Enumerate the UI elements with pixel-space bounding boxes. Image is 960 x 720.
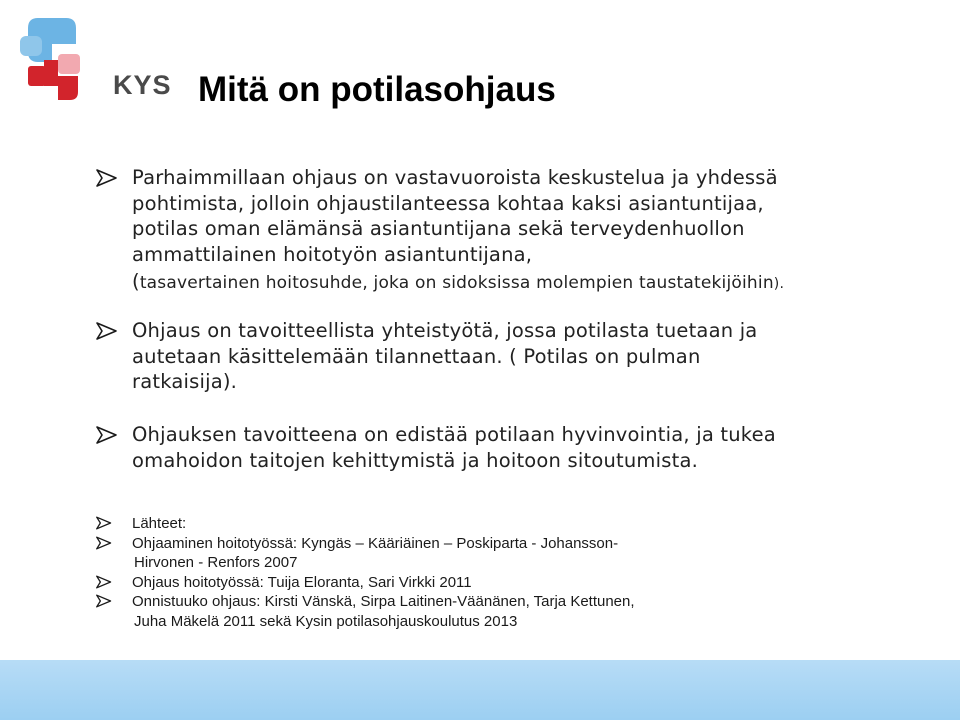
- paren-open: (: [132, 270, 140, 293]
- bullet-1-line-5: [132, 269, 856, 298]
- source-text: Ohjaus hoitotyössä: Tuija Eloranta, Sari Virkki 2011: [132, 573, 472, 591]
- source-text: Juha Mäkelä 2011 sekä Kysin potilasohjauskoulutus 2013: [134, 612, 518, 630]
- source-row: [96, 573, 896, 593]
- bullet-1-line-1: Parhaimmillaan ohjaus on vastavuoroista keskustelua ja yhdessä: [132, 166, 778, 189]
- source-text: Hirvonen - Renfors 2007: [134, 554, 298, 571]
- arrow-bullet-icon: [96, 594, 114, 609]
- source-row: [96, 592, 896, 612]
- footer-bar: [0, 660, 960, 720]
- arrow-bullet-icon: [96, 322, 122, 342]
- bullet-text-2: [132, 318, 856, 395]
- arrow-bullet-icon: [96, 169, 122, 189]
- bullet-1-parenthetical: tasavertainen hoitosuhde, joka on sidoksissa molempien taustatekijöihin: [139, 273, 774, 293]
- bullet-2-line-3: ratkaisija).: [132, 370, 238, 393]
- source-row-continued: [96, 553, 896, 573]
- bullet-2-line-2: autetaan käsittelemään tilannettaan. ( Potilas on pulman: [132, 344, 701, 368]
- bullet-2-line-1: Ohjaus on tavoitteellista yhteistyötä, jossa potilasta tuetaan ja: [132, 319, 758, 342]
- arrow-bullet-icon: [96, 516, 114, 531]
- bullet-text-1: [132, 165, 856, 298]
- source-text: Ohjaaminen hoitotyössä: Kyngäs – Kääriäinen – Poskiparta - Johansson-: [132, 534, 619, 552]
- source-row: [96, 514, 896, 534]
- bullet-item-1: [96, 165, 856, 298]
- sources-list: [96, 514, 896, 631]
- bullet-1-line-4: ammattilainen hoitotyön asiantuntijana,: [132, 242, 533, 266]
- arrow-bullet-icon: [96, 426, 122, 446]
- slide-title: Mitä on potilasohjaus: [198, 70, 556, 109]
- bullet-3-line-1: Ohjauksen tavoitteena on edistää potilaan hyvinvointia, ja tukea: [132, 423, 776, 446]
- bullet-item-3: [96, 422, 856, 473]
- bullet-item-2: [96, 318, 856, 395]
- bullet-3-line-2: omahoidon taitojen kehittymistä ja hoitoon sitoutumista.: [132, 448, 698, 472]
- paren-close: ).: [773, 276, 785, 292]
- arrow-bullet-icon: [96, 575, 114, 590]
- sources-heading: Lähteet:: [132, 515, 187, 532]
- bullet-text-3: [132, 422, 856, 473]
- bullet-1-line-3: potilas oman elämänsä asiantuntijana sekä terveydenhuollon: [132, 217, 745, 240]
- kys-logo: [18, 14, 172, 114]
- source-row-continued: [96, 612, 896, 632]
- source-row: [96, 534, 896, 554]
- bullet-1-line-2: pohtimista, jolloin ohjaustilanteessa kohtaa kaksi asiantuntijaa,: [132, 191, 764, 215]
- arrow-bullet-icon: [96, 536, 114, 551]
- source-text: Onnistuuko ohjaus: Kirsti Vänskä, Sirpa Laitinen-Väänänen, Tarja Kettunen,: [132, 593, 635, 610]
- kys-logo-text: KYS: [113, 70, 172, 100]
